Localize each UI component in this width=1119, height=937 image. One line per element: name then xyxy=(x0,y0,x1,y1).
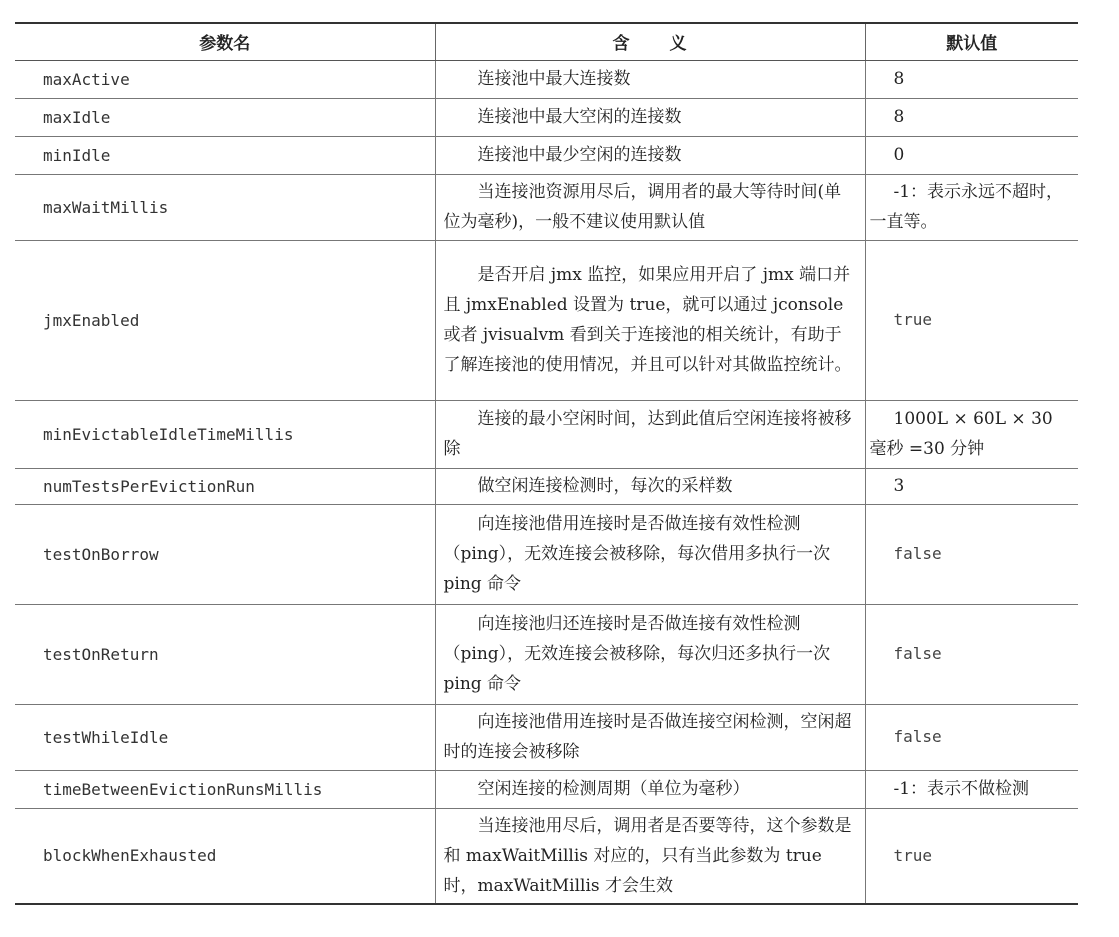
param-default: false xyxy=(865,604,1078,704)
table-row xyxy=(15,604,1078,704)
param-meaning: 向连接池归还连接时是否做连接有效性检测（ping），无效连接会被移除，每次归还多执行一次 ping 命令 xyxy=(435,604,865,704)
param-default: -1：表示永远不超时，一直等。 xyxy=(865,174,1078,240)
parameter-table-container xyxy=(15,22,1078,905)
header-meaning: 含义 xyxy=(435,23,865,60)
table-header xyxy=(15,23,1078,60)
param-name: numTestsPerEvictionRun xyxy=(15,468,435,504)
param-meaning: 向连接池借用连接时是否做连接空闲检测，空闲超时的连接会被移除 xyxy=(435,704,865,770)
param-default: 1000L × 60L × 30 毫秒 =30 分钟 xyxy=(865,400,1078,468)
param-meaning: 向连接池借用连接时是否做连接有效性检测（ping），无效连接会被移除，每次借用多执行一次 ping 命令 xyxy=(435,504,865,604)
param-meaning: 当连接池资源用尽后，调用者的最大等待时间(单位为毫秒)，一般不建议使用默认值 xyxy=(435,174,865,240)
param-meaning: 连接池中最大空闲的连接数 xyxy=(435,98,865,136)
param-name: minEvictableIdleTimeMillis xyxy=(15,400,435,468)
param-default: false xyxy=(865,704,1078,770)
param-name: timeBetweenEvictionRunsMillis xyxy=(15,770,435,808)
table-row xyxy=(15,704,1078,770)
param-default: false xyxy=(865,504,1078,604)
param-meaning: 连接池中最大连接数 xyxy=(435,60,865,98)
param-default: true xyxy=(865,240,1078,400)
param-name: maxIdle xyxy=(15,98,435,136)
table-row xyxy=(15,770,1078,808)
param-meaning: 做空闲连接检测时，每次的采样数 xyxy=(435,468,865,504)
table-row xyxy=(15,240,1078,400)
header-row xyxy=(15,23,1078,60)
param-name: minIdle xyxy=(15,136,435,174)
param-meaning: 空闲连接的检测周期（单位为毫秒） xyxy=(435,770,865,808)
param-default: 8 xyxy=(865,98,1078,136)
param-default: true xyxy=(865,808,1078,904)
param-default: 3 xyxy=(865,468,1078,504)
param-name: maxActive xyxy=(15,60,435,98)
parameter-table xyxy=(15,22,1078,905)
table-row xyxy=(15,174,1078,240)
param-meaning: 连接的最小空闲时间，达到此值后空闲连接将被移除 xyxy=(435,400,865,468)
table-row xyxy=(15,808,1078,904)
param-meaning: 连接池中最少空闲的连接数 xyxy=(435,136,865,174)
table-row xyxy=(15,504,1078,604)
param-name: testOnBorrow xyxy=(15,504,435,604)
table-row xyxy=(15,136,1078,174)
param-name: blockWhenExhausted xyxy=(15,808,435,904)
header-default-value: 默认值 xyxy=(865,23,1078,60)
param-name: testOnReturn xyxy=(15,604,435,704)
param-meaning: 当连接池用尽后，调用者是否要等待，这个参数是和 maxWaitMillis 对应的，只有当此参数为 true 时，maxWaitMillis 才会生效 xyxy=(435,808,865,904)
table-row xyxy=(15,400,1078,468)
table-row xyxy=(15,98,1078,136)
table-row xyxy=(15,468,1078,504)
param-meaning: 是否开启 jmx 监控，如果应用开启了 jmx 端口并且 jmxEnabled 设置为 true，就可以通过 jconsole 或者 jvisualvm 看到关于连接池的相关统计，有助于了解连接池的使用情况，并且可以针对其做监控统计。 xyxy=(435,240,865,400)
param-name: maxWaitMillis xyxy=(15,174,435,240)
param-name: jmxEnabled xyxy=(15,240,435,400)
param-default: 0 xyxy=(865,136,1078,174)
table-row xyxy=(15,60,1078,98)
table-body xyxy=(15,60,1078,904)
param-name: testWhileIdle xyxy=(15,704,435,770)
param-default: -1：表示不做检测 xyxy=(865,770,1078,808)
param-default: 8 xyxy=(865,60,1078,98)
header-param-name: 参数名 xyxy=(15,23,435,60)
